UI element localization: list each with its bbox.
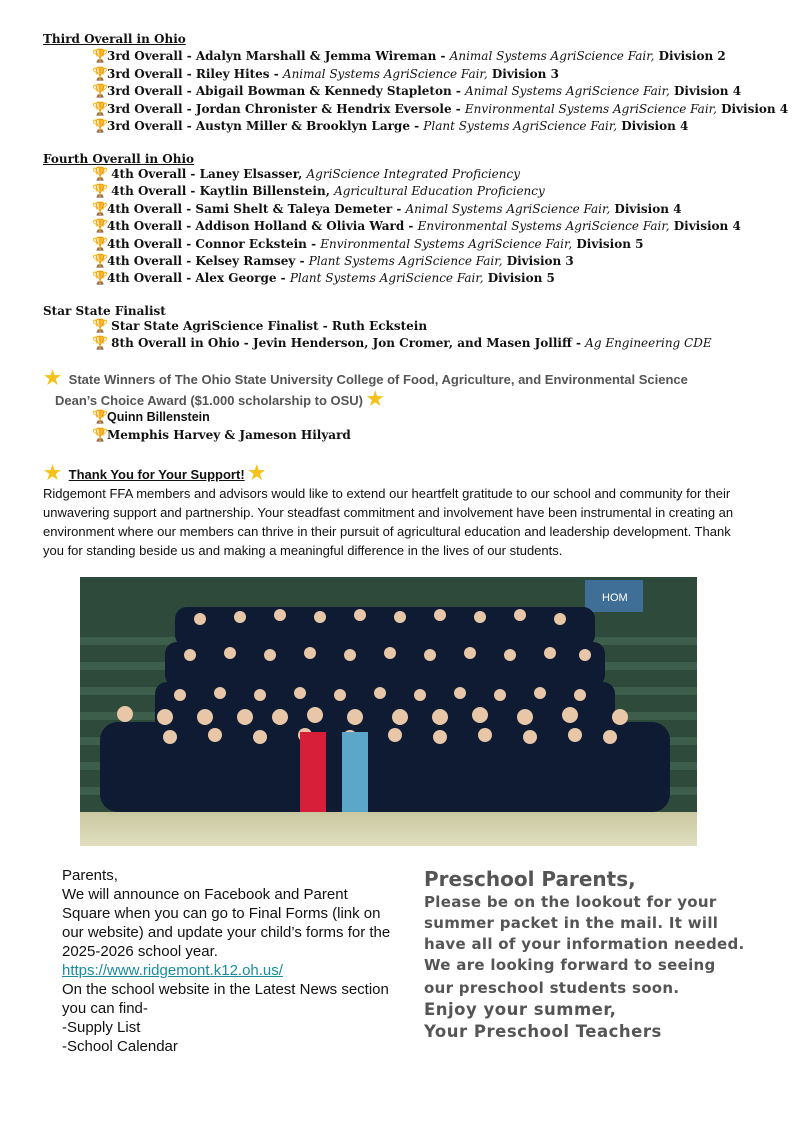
dean-award-subtitle: Dean’s Choice Award ($1.000 scholarship to OSU): [55, 393, 364, 408]
fourth-overall-item-category: Plant Systems AgriScience Fair,: [308, 254, 503, 268]
third-overall-item-division: Division 4: [617, 119, 689, 134]
dean-winner-1: 🏆Quinn Billenstein: [92, 409, 210, 424]
preschool-notice: [424, 866, 764, 1043]
thanks-heading-row: [44, 462, 265, 485]
star-state-heading: Star State Finalist: [43, 304, 166, 318]
trophy-icon: 🏆: [92, 84, 109, 100]
trophy-icon: 🏆: [92, 201, 109, 217]
third-overall-item-category: Plant Systems AgriScience Fair,: [423, 119, 618, 134]
fourth-overall-item: [92, 254, 574, 269]
trophy-icon: 🏆: [92, 336, 109, 351]
fourth-overall-item-division: Division 4: [610, 201, 682, 216]
third-overall-item-title: 3rd Overall - Adalyn Marshall & Jemma Wireman -: [107, 49, 450, 63]
third-overall-heading: Third Overall in Ohio: [43, 32, 186, 46]
third-overall-item-title: 3rd Overall - Jordan Chronister & Hendrix Eversole -: [107, 101, 465, 116]
star-state-item-title: 8th Overall in Ohio - Jevin Henderson, Jon Cromer, and Masen Jolliff -: [107, 336, 586, 350]
fourth-overall-item: [92, 219, 741, 234]
fourth-overall-heading: Fourth Overall in Ohio: [43, 152, 195, 166]
dean-award-title: State Winners of The Ohio State University College of Food, Agriculture, and Environmental Science: [68, 372, 688, 387]
fourth-overall-item-category: Animal Systems AgriScience Fair,: [405, 201, 611, 216]
fourth-overall-item-division: Division 5: [483, 271, 555, 286]
star-state-item: [92, 336, 712, 351]
star-icon: ★: [44, 368, 62, 389]
parents-notice: [62, 866, 392, 1056]
supply-list-item: -Supply List: [62, 1019, 141, 1036]
third-overall-item-division: Division 3: [487, 66, 559, 81]
third-overall-item: [92, 67, 559, 82]
third-overall-item-category: Animal Systems AgriScience Fair,: [465, 84, 670, 99]
third-overall-item-title: 3rd Overall - Austyn Miller & Brooklyn Large -: [107, 119, 424, 134]
fourth-overall-item-division: Division 5: [572, 236, 644, 251]
thanks-body: Ridgemont FFA members and advisors would like to extend our heartfelt gratitude to our school and community for their unwavering support and partnership. Your steadfast commitment and involvement have been instrumental in creating an environment where our members can thrive in their pursuit of agricultural education and leadership development. Thank you for standing beside us and making a meaningful difference in the lives of our students.: [43, 486, 734, 558]
trophy-icon: 🏆: [92, 219, 109, 235]
third-overall-item-division: Division 4: [669, 84, 742, 99]
fourth-overall-item-title: 4th Overall - Kelsey Ramsey -: [107, 254, 309, 268]
trophy-icon: 🏆: [92, 236, 109, 252]
fourth-overall-item: [92, 167, 520, 182]
trophy-icon: 🏆: [92, 319, 109, 334]
preschool-closing-1: Enjoy your summer,: [424, 1000, 617, 1019]
fourth-overall-item-title: 4th Overall - Sami Shelt & Taleya Demeter -: [107, 201, 406, 216]
fourth-overall-item-category: Environmental Systems AgriScience Fair,: [417, 219, 670, 234]
school-calendar-item: -School Calendar: [62, 1038, 178, 1055]
scoreboard-text: HOM: [602, 592, 628, 604]
third-overall-item-category: Environmental Systems AgriScience Fair,: [464, 101, 717, 116]
preschool-heading: Preschool Parents,: [424, 867, 636, 891]
fourth-overall-item-division: Division 3: [502, 254, 574, 268]
third-overall-item: [92, 84, 741, 99]
preschool-body-2: our preschool students soon.: [424, 979, 680, 997]
dean-award-line2: [55, 388, 384, 411]
fourth-overall-item-category: AgriScience Integrated Proficiency: [306, 167, 520, 181]
thanks-heading: Thank You for Your Support!: [68, 467, 245, 482]
third-overall-item-category: Animal Systems AgriScience Fair,: [449, 49, 655, 63]
fourth-overall-item-title: 4th Overall - Laney Elsasser,: [107, 167, 307, 181]
preschool-closing-2: Your Preschool Teachers: [424, 1022, 662, 1041]
school-website-link[interactable]: https://www.ridgemont.k12.oh.us/: [62, 962, 283, 979]
dean-award-line1: [44, 367, 688, 390]
third-overall-item-title: 3rd Overall - Abigail Bowman & Kennedy Stapleton -: [107, 84, 466, 99]
parents-latest-news: On the school website in the Latest News section you can find-: [62, 981, 389, 1017]
parents-announcement: We will announce on Facebook and Parent Square when you can go to Final Forms (link on our website) and update your child’s forms for the 2025-2026 school year.: [62, 886, 391, 960]
third-overall-item-division: Division 2: [654, 49, 726, 63]
group-photo-illustration: [80, 577, 697, 846]
fourth-overall-item-title: 4th Overall - Kaytlin Billenstein,: [107, 184, 335, 199]
fourth-overall-item: [92, 202, 682, 217]
fourth-overall-item: [92, 237, 643, 252]
trophy-icon: 🏆: [92, 428, 109, 443]
third-overall-item: [92, 119, 688, 134]
star-state-item-title: Star State AgriScience Finalist - Ruth Eckstein: [107, 319, 428, 333]
parents-greeting: Parents,: [62, 867, 118, 884]
trophy-icon: 🏆: [92, 254, 109, 269]
third-overall-item-title: 3rd Overall - Riley Hites -: [107, 66, 283, 81]
trophy-icon: 🏆: [92, 49, 109, 64]
fourth-overall-item-category: Agricultural Education Proficiency: [334, 184, 545, 199]
star-state-item: [92, 319, 427, 334]
trophy-icon: 🏆: [92, 409, 109, 424]
third-overall-item: [92, 102, 788, 117]
star-icon: ★: [44, 463, 62, 484]
preschool-body: Please be on the lookout for your summer packet in the mail. It will have all of your information needed. We are looking forward to seeing: [424, 893, 745, 974]
third-overall-item-division: Division 4: [716, 101, 789, 116]
fourth-overall-item-title: 4th Overall - Connor Eckstein -: [107, 236, 321, 251]
fourth-overall-item-title: 4th Overall - Addison Holland & Olivia Ward -: [107, 219, 418, 234]
trophy-icon: 🏆: [92, 101, 109, 117]
third-overall-item: [92, 49, 726, 64]
fourth-overall-item-title: 4th Overall - Alex George -: [107, 271, 290, 286]
star-state-item-category: Ag Engineering CDE: [585, 336, 712, 350]
ffa-group-photo: [80, 577, 697, 846]
trophy-icon: 🏆: [92, 167, 109, 182]
fourth-overall-item: [92, 184, 545, 199]
dean-winner-2: 🏆Memphis Harvey & Jameson Hilyard: [92, 428, 351, 443]
fourth-overall-item-division: Division 4: [669, 219, 741, 234]
fourth-overall-item: [92, 271, 555, 286]
star-icon: ★: [366, 389, 384, 410]
third-overall-item-category: Animal Systems AgriScience Fair,: [282, 66, 488, 81]
fourth-overall-item-category: Plant Systems AgriScience Fair,: [289, 271, 484, 286]
trophy-icon: 🏆: [92, 119, 109, 135]
trophy-icon: 🏆: [92, 184, 109, 200]
fourth-overall-item-category: Environmental Systems AgriScience Fair,: [320, 236, 573, 251]
trophy-icon: 🏆: [92, 271, 109, 287]
star-icon: ★: [248, 463, 266, 484]
trophy-icon: 🏆: [92, 66, 109, 82]
